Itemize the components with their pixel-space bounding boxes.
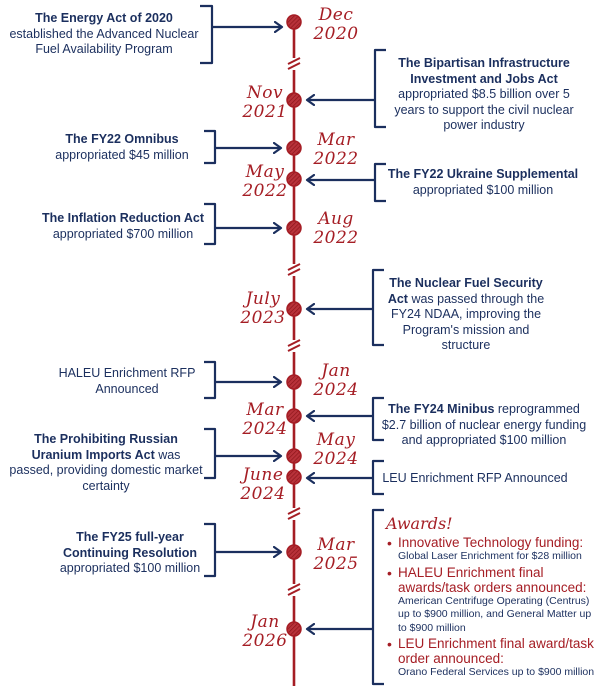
bullet-icon: • [387, 564, 392, 581]
awards-panel [384, 514, 598, 681]
event-leu-rfp [382, 471, 568, 487]
date-label-mar-2022 [304, 131, 368, 169]
event-nuclear-fuel-security-act [380, 276, 552, 354]
date-month: Jan [321, 361, 351, 381]
event-energy-act-2020 [6, 11, 202, 58]
date-year: 2026 [242, 631, 288, 651]
date-month: Dec [318, 5, 354, 25]
date-label-may-2022 [238, 163, 292, 201]
dot-jan-2024 [287, 375, 301, 389]
date-month: Mar [246, 400, 284, 420]
date-label-dec-2020 [304, 6, 368, 44]
event-description: appropriated $100 million [59, 561, 201, 575]
dot-dec-2020 [287, 15, 301, 29]
date-year: 2022 [242, 181, 288, 201]
date-label-jun-2024 [234, 466, 292, 504]
date-label-aug-2022 [304, 210, 368, 248]
event-description: appropriated $45 million [55, 147, 189, 162]
axis-break-icon [287, 508, 301, 520]
date-year: 2022 [313, 228, 359, 248]
date-label-jul-2023 [234, 290, 292, 328]
date-year: 2024 [240, 484, 286, 504]
award-item [384, 636, 598, 680]
event-title: The FY22 Omnibus [65, 132, 179, 146]
date-year: 2024 [313, 449, 359, 469]
award-detail: American Centrifuge Operating (Centrus) up to $900 million, and General Matter up to $900 million [398, 594, 592, 634]
axis-break-icon [287, 340, 301, 352]
event-title: The FY25 full-year Continuing Resolution [62, 530, 197, 560]
event-title: The Inflation Reduction Act [41, 211, 205, 225]
bullet-icon: • [387, 535, 392, 551]
date-month: Jan [250, 612, 280, 632]
date-year: 2025 [313, 554, 359, 574]
date-month: Mar [317, 535, 355, 555]
event-description: was passed, providing domestic market certainty [9, 447, 203, 493]
award-heading: Innovative Technology funding: [398, 535, 584, 550]
event-fy22-omnibus [40, 132, 204, 163]
axis-break-icon [287, 58, 301, 70]
award-item [384, 535, 598, 564]
award-item [384, 565, 598, 636]
event-description: LEU Enrichment RFP Announced [382, 471, 568, 485]
awards-list [384, 535, 598, 680]
date-label-mar-2024 [238, 401, 292, 439]
date-month: May [245, 162, 285, 182]
date-year: 2022 [313, 149, 359, 169]
axis-break-icon [287, 584, 301, 596]
event-haleu-rfp [52, 366, 202, 397]
event-title: The FY24 Minibus [388, 402, 495, 416]
event-description: was passed through the FY24 NDAA, improving the Program's mission and structure [390, 291, 545, 352]
dot-aug-2022 [287, 221, 301, 235]
date-month: Nov [246, 83, 284, 103]
event-title: The Energy Act of 2020 [35, 11, 173, 25]
date-month: June [242, 465, 284, 485]
event-description: appropriated $8.5 billion over 5 years to support the civil nuclear power industry [394, 87, 574, 132]
award-detail: Orano Federal Services up to $900 million [398, 666, 595, 678]
date-year: 2021 [242, 102, 288, 122]
award-heading: HALEU Enrichment final awards/task orders announced: [398, 564, 587, 595]
event-bipartisan-infrastructure-act [384, 56, 584, 134]
event-fy24-minibus [380, 402, 588, 449]
date-year: 2024 [242, 419, 288, 439]
date-label-may-2024 [304, 431, 368, 469]
event-description: reprogrammed $2.7 billion of nuclear energy funding and appropriated $100 million [381, 402, 587, 447]
dot-mar-2025 [287, 545, 301, 559]
dot-may-2024 [287, 449, 301, 463]
date-month: May [316, 430, 356, 450]
event-fy25-cr [56, 530, 204, 577]
date-month: July [245, 289, 281, 309]
bullet-icon: • [387, 636, 392, 652]
date-label-jan-2026 [238, 613, 292, 651]
date-label-mar-2025 [304, 536, 368, 574]
event-description: HALEU Enrichment RFP Announced [58, 366, 196, 396]
awards-title: Awards! [386, 514, 453, 533]
axis-break-icon [287, 264, 301, 276]
event-description: appropriated $700 million [52, 226, 194, 241]
event-description: appropriated $100 million [412, 182, 554, 197]
date-month: Mar [317, 130, 355, 150]
dot-mar-2022 [287, 141, 301, 155]
event-fy22-ukraine-supplemental [380, 167, 586, 198]
event-description: established the Advanced Nuclear Fuel Availability Program [9, 26, 199, 56]
date-label-jan-2024 [304, 362, 368, 400]
date-year: 2024 [313, 380, 359, 400]
date-label-nov-2021 [238, 84, 292, 122]
event-title: The Prohibiting Russian Uranium Imports Act [31, 432, 178, 462]
event-title: The FY22 Ukraine Supplemental [387, 167, 579, 181]
event-title: The Bipartisan Infrastructure Investment and Jobs Act [398, 56, 570, 86]
event-inflation-reduction-act [40, 211, 206, 242]
award-heading: LEU Enrichment final award/task order announced: [398, 636, 594, 666]
event-title: The Nuclear Fuel Security Act [387, 276, 543, 306]
date-year: 2020 [313, 24, 359, 44]
date-month: Aug [318, 209, 354, 229]
award-detail: Global Laser Enrichment for $28 million [398, 550, 582, 562]
event-russian-uranium-act [8, 432, 204, 494]
date-year: 2023 [240, 308, 286, 328]
